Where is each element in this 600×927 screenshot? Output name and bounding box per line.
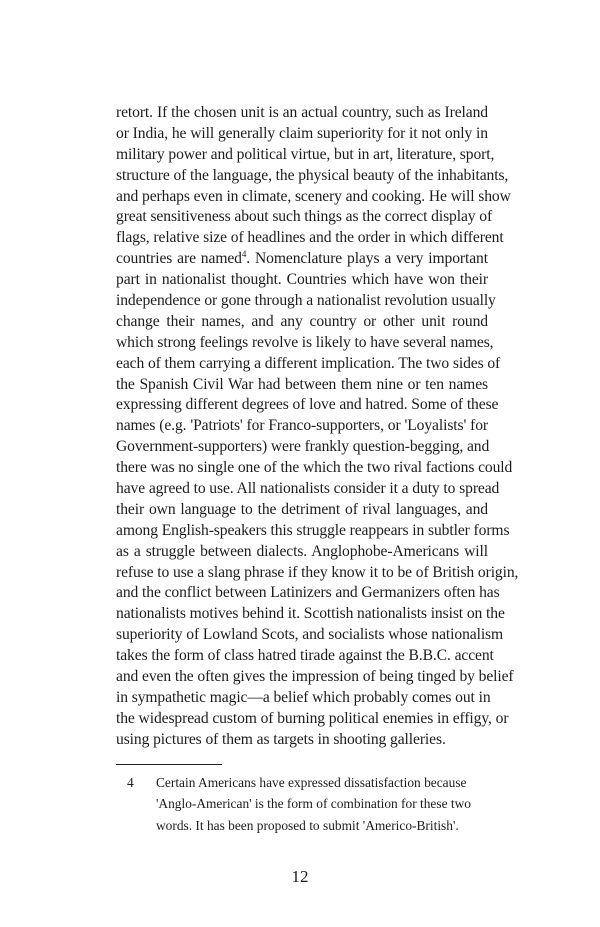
body-line: flags, relative size of headlines and the order in which different bbox=[116, 229, 504, 247]
body-line: superiority of Lowland Scots, and socialists whose nationalism bbox=[116, 626, 504, 644]
footnote-number: 4 bbox=[127, 775, 134, 790]
body-line: structure of the language, the physical beauty of the inhabitants, bbox=[116, 166, 509, 184]
body-line: Government-supporters) were frankly question-begging, and bbox=[116, 438, 490, 456]
body-line: as a struggle between dialects. Anglophobe-Americans will bbox=[116, 542, 488, 560]
body-line: refuse to use a slang phrase if they know it to be of British origin, bbox=[116, 563, 519, 581]
body-line: retort. If the chosen unit is an actual country, such as Ireland bbox=[116, 104, 488, 121]
body-line: change their names, and any country or other unit round bbox=[116, 312, 488, 330]
footnote-line: words. It has been proposed to submit 'Americo-British'. bbox=[156, 817, 459, 833]
body-line: names (e.g. 'Patriots' for Franco-supporters, or 'Loyalists' for bbox=[116, 417, 488, 435]
body-line-segment: . Nomenclature plays a very important bbox=[246, 250, 488, 268]
body-line: the Spanish Civil War had between them nine or ten names bbox=[116, 375, 488, 393]
body-line-with-footnote-ref bbox=[116, 249, 488, 270]
body-line: and even the often gives the impression of being tinged by belief bbox=[116, 668, 514, 686]
body-line: and the conflict between Latinizers and Germanizers often has bbox=[116, 584, 500, 602]
body-line: their own language to the detriment of rival languages, and bbox=[116, 500, 488, 518]
body-line: there was no single one of the which the two rival factions could bbox=[116, 459, 513, 477]
body-line: have agreed to use. All nationalists consider it a duty to spread bbox=[116, 480, 500, 498]
body-line: each of them carrying a different implication. The two sides of bbox=[116, 354, 501, 372]
footnote-line: 'Anglo-American' is the form of combination for these two bbox=[156, 796, 471, 812]
body-line: using pictures of them as targets in shooting galleries. bbox=[116, 730, 446, 748]
body-line: takes the form of class hatred tirade against the B.B.C. accent bbox=[116, 647, 494, 665]
body-line: the widespread custom of burning political enemies in effigy, or bbox=[116, 709, 509, 727]
body-line: military power and political virtue, but in art, literature, sport, bbox=[116, 145, 495, 163]
body-line: in sympathetic magic—a belief which probably comes out in bbox=[116, 688, 491, 706]
body-line: great sensitiveness about such things as the correct display of bbox=[116, 208, 493, 226]
body-line: among English-speakers this struggle reappears in subtler forms bbox=[116, 521, 510, 539]
footnote-separator bbox=[116, 764, 222, 765]
body-line-segment: countries are named bbox=[116, 250, 242, 268]
body-line: and perhaps even in climate, scenery and cooking. He will show bbox=[116, 187, 511, 205]
body-line: expressing different degrees of love and hatred. Some of these bbox=[116, 396, 499, 414]
body-line: nationalists motives behind it. Scottish nationalists insist on the bbox=[116, 605, 505, 623]
body-line: which strong feelings revolve is likely to have several names, bbox=[116, 333, 494, 351]
footnote-text bbox=[156, 772, 501, 836]
body-line: independence or gone through a nationalist revolution usually bbox=[116, 292, 496, 310]
footnote-reference: 4 bbox=[241, 249, 247, 260]
body-line: or India, he will generally claim superiority for it not only in bbox=[116, 124, 488, 142]
body-line: part in nationalist thought. Countries which have won their bbox=[116, 271, 488, 289]
body-paragraph bbox=[116, 103, 519, 751]
page-number: 12 bbox=[291, 867, 309, 886]
footnote-line: Certain Americans have expressed dissatisfaction because bbox=[156, 775, 467, 790]
